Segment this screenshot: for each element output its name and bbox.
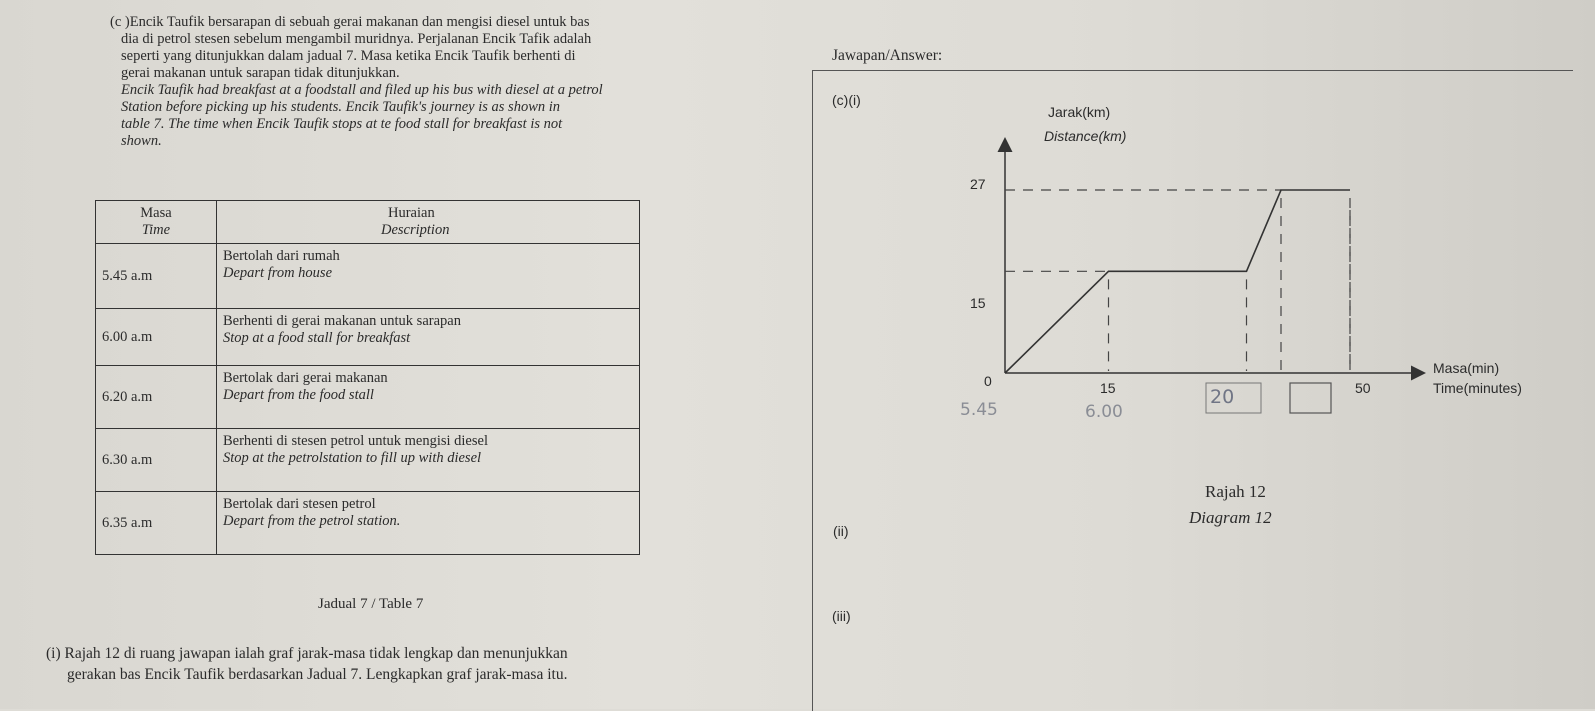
row-desc-en: Stop at a food stall for breakfast (223, 330, 411, 346)
row-time: 6.30 a.m (96, 429, 217, 492)
answer-title: Jawapan/Answer: (832, 47, 943, 64)
row-desc-en: Depart from house (223, 265, 333, 281)
row-desc-my: Berhenti di gerai makanan untuk sarapan (223, 313, 461, 329)
bottom-line: gerakan bas Encik Taufik berdasarkan Jadual 7. Lengkapkan graf jarak-masa itu. (67, 666, 568, 683)
header-desc-my: Huraian (388, 205, 435, 221)
diagram-label-en: Diagram 12 (1189, 508, 1272, 527)
row-desc-en: Depart from the food stall (223, 387, 374, 403)
y-label-my: Jarak(km) (1048, 104, 1111, 120)
question-line: seperti yang ditunjukkan dalam jadual 7. Masa ketika Encik Taufik berhenti di (121, 48, 576, 64)
journey-line (1005, 190, 1350, 373)
row-time: 6.35 a.m (96, 492, 217, 555)
part-ci-label: (c)(i) (832, 92, 861, 108)
diagram-label-my: Rajah 12 (1205, 482, 1266, 501)
row-desc-my: Bertolak dari gerai makanan (223, 370, 388, 386)
row-time: 6.00 a.m (96, 309, 217, 366)
y-tick-label: 15 (970, 295, 986, 311)
question-line: dia di petrol stesen sebelum mengambil muridnya. Perjalanan Encik Tafik adalah (121, 31, 592, 47)
row-desc-my: Bertolak dari stesen petrol (223, 496, 376, 512)
handwritten-20: 20 (1210, 386, 1235, 408)
table-caption: Jadual 7 / Table 7 (318, 596, 424, 612)
question-line-en: Encik Taufik had breakfast at a foodstall and filed up his bus with diesel at a petrol (121, 82, 603, 98)
row-time: 6.20 a.m (96, 366, 217, 429)
x-label-my: Masa(min) (1433, 360, 1500, 376)
part-cii-label: (ii) (833, 523, 849, 539)
row-desc-en: Depart from the petrol station. (223, 513, 401, 529)
y-tick-label: 27 (970, 176, 986, 192)
bottom-line: (i) Rajah 12 di ruang jawapan ialah graf jarak-masa tidak lengkap dan menunjukkan (46, 645, 568, 662)
part-ciii-label: (iii) (832, 608, 851, 624)
handwritten-time: 6.00 (1085, 402, 1123, 422)
handwritten-start-time: 5.45 (960, 400, 998, 420)
header-time-en: Time (141, 222, 171, 238)
question-line: gerai makanan untuk sarapan tidak ditunjukkan. (121, 65, 400, 81)
y-label-en: Distance(km) (1044, 128, 1127, 144)
row-desc-en: Stop at the petrolstation to fill up with diesel (223, 450, 482, 466)
question-line-en: shown. (121, 133, 162, 149)
row-desc-my: Bertolah dari rumah (223, 248, 340, 264)
part-i-text (46, 643, 568, 685)
x-tick-label: 15 (1100, 380, 1116, 396)
x-label-en: Time(minutes) (1433, 380, 1522, 396)
header-desc-en: Description (381, 222, 450, 238)
header-time-my: Masa (140, 205, 172, 221)
question-line-en: Station before picking up his students. Encik Taufik's journey is as shown in (121, 99, 561, 115)
answer-box (1290, 383, 1331, 413)
question-line: (c )Encik Taufik bersarapan di sebuah gerai makanan dan mengisi diesel untuk bas (110, 14, 590, 30)
dashed-guides (1005, 190, 1350, 371)
question-line-en: table 7. The time when Encik Taufik stops at te food stall for breakfast is not (121, 116, 563, 132)
x-tick-label: 50 (1355, 380, 1371, 396)
row-time: 5.45 a.m (96, 244, 217, 309)
y-tick-label: 0 (984, 373, 992, 389)
row-desc-my: Berhenti di stesen petrol untuk mengisi diesel (223, 433, 488, 449)
